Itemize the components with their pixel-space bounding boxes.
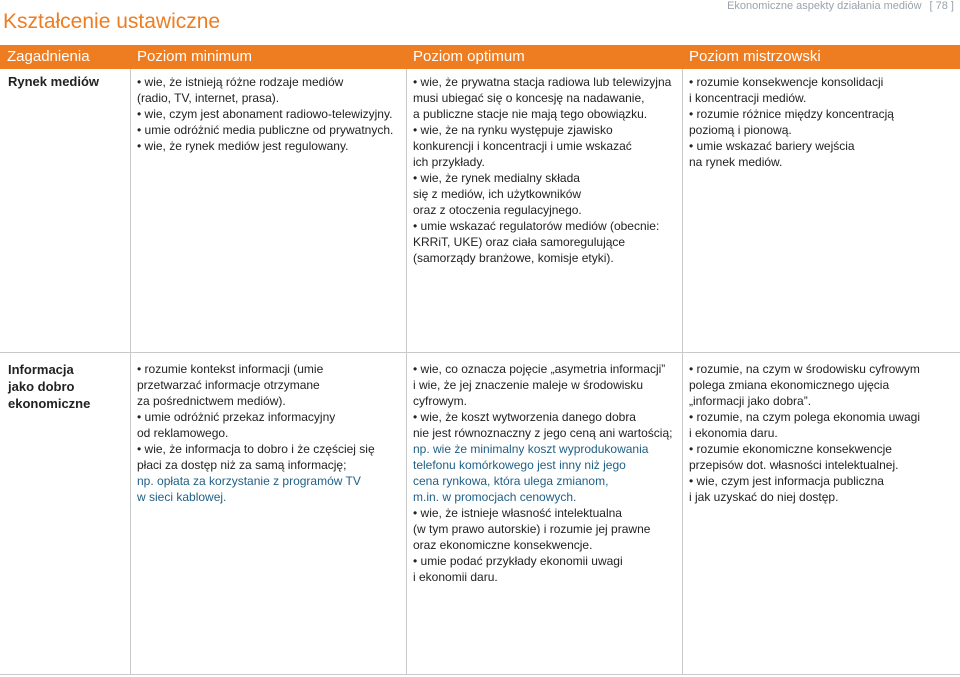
topic-rynek-mediow (8, 73, 99, 90)
cell-line-example: cena rynkowa, która ulega zmianom, (413, 474, 609, 488)
cell-line-example: np. opłata za korzystanie z programów TV (137, 474, 361, 488)
cell-line: • wie, co oznacza pojęcie „asymetria informacji” (413, 362, 666, 376)
header-topics: Zagadnienia (7, 48, 90, 65)
cell-line: • rozumie konsekwencje konsolidacji (689, 75, 884, 89)
cell-line: • rozumie, na czym w środowisku cyfrowym (689, 362, 920, 376)
cell-line: • wie, że prywatna stacja radiowa lub telewizyjna (413, 75, 672, 89)
cell-line: (radio, TV, internet, prasa). (137, 91, 280, 105)
cell-line: „informacji jako dobra”. (689, 394, 812, 408)
cell-line: cyfrowym. (413, 394, 467, 408)
topic-line: ekonomiczne (8, 396, 91, 411)
cell-line: i ekonomii daru. (413, 570, 498, 584)
cell-line-example: m.in. w promocjach cenowych. (413, 490, 577, 504)
cell-line: • wie, że rynek mediów jest regulowany. (137, 139, 349, 153)
header-minimum: Poziom minimum (137, 48, 253, 65)
cell-line: płaci za dostęp niż za samą informację; (137, 458, 347, 472)
cell-line: • umie wskazać bariery wejścia (689, 139, 855, 153)
cell-line: przetwarzać informacje otrzymane (137, 378, 320, 392)
row2-minimum-cell (137, 361, 375, 505)
page-title: Kształcenie ustawiczne (3, 10, 221, 33)
cell-line: i jak uzyskać do niej dostęp. (689, 490, 839, 504)
table-header-row (0, 45, 960, 69)
cell-line: musi ubiegać się o koncesję na nadawanie, (413, 91, 645, 105)
column-divider (406, 69, 407, 675)
cell-line: • umie odróżnić przekaz informacyjny (137, 410, 336, 424)
row1-mastery-cell (689, 74, 894, 170)
header-mastery: Poziom mistrzowski (689, 48, 821, 65)
cell-line: oraz z otoczenia regulacyjnego. (413, 203, 582, 217)
cell-line: • wie, że informacja to dobro i że częściej się (137, 442, 375, 456)
table-bottom-rule (0, 674, 960, 675)
topic-line: jako dobro (8, 379, 75, 394)
cell-line: polega zmiana ekonomicznego ujęcia (689, 378, 890, 392)
column-divider (130, 69, 131, 675)
cell-line: a publiczne stacje nie mają tego obowiązku. (413, 107, 648, 121)
row2-optimum-cell (413, 361, 672, 585)
cell-line: • wie, że na rynku występuje zjawisko (413, 123, 613, 137)
cell-line: i ekonomia daru. (689, 426, 778, 440)
cell-line: przepisów dot. własności intelektualnej. (689, 458, 899, 472)
cell-line: • rozumie różnice między koncentracją (689, 107, 894, 121)
cell-line: nie jest równoznaczny z jego ceną ani wartością; (413, 426, 673, 440)
cell-line: poziomą i pionową. (689, 123, 792, 137)
cell-line: • umie podać przykłady ekonomii uwagi (413, 554, 623, 568)
cell-line: • umie wskazać regulatorów mediów (obecnie: (413, 219, 660, 233)
cell-line: • wie, że koszt wytworzenia danego dobra (413, 410, 636, 424)
cell-line: się z mediów, ich użytkowników (413, 187, 582, 201)
cell-line: na rynek mediów. (689, 155, 783, 169)
row2-mastery-cell (689, 361, 920, 505)
cell-line: (w tym prawo autorskie) i rozumie jej prawne (413, 522, 651, 536)
header-optimum: Poziom optimum (413, 48, 525, 65)
topic-line: Rynek mediów (8, 74, 100, 89)
row-divider (0, 352, 960, 353)
cell-line-example: w sieci kablowej. (137, 490, 227, 504)
cell-line: od reklamowego. (137, 426, 229, 440)
cell-line: • rozumie, na czym polega ekonomia uwagi (689, 410, 920, 424)
cell-line: • wie, czym jest abonament radiowo-telewizyjny. (137, 107, 393, 121)
cell-line: • wie, czym jest informacja publiczna (689, 474, 884, 488)
cell-line: i wie, że jej znaczenie maleje w środowisku (413, 378, 644, 392)
cell-line: konkurencji i koncentracji i umie wskazać (413, 139, 632, 153)
running-header-text: Ekonomiczne aspekty działania mediów (727, 0, 922, 12)
cell-line: • rozumie kontekst informacji (umie (137, 362, 324, 376)
cell-line: KRRiT, UKE) oraz ciała samoregulujące (413, 235, 626, 249)
cell-line-example: np. wie że minimalny koszt wyprodukowania (413, 442, 649, 456)
cell-line: • umie odróżnić media publiczne od prywatnych. (137, 123, 394, 137)
topic-informacja (8, 361, 90, 412)
page-number: [ 78 ] (929, 0, 954, 12)
cell-line: • wie, że istnieje własność intelektualna (413, 506, 622, 520)
cell-line: (samorządy branżowe, komisje etyki). (413, 251, 614, 265)
row1-optimum-cell (413, 74, 671, 266)
cell-line: za pośrednictwem mediów). (137, 394, 286, 408)
cell-line: i koncentracji mediów. (689, 91, 807, 105)
cell-line: • wie, że rynek medialny składa (413, 171, 580, 185)
cell-line: • wie, że istnieją różne rodzaje mediów (137, 75, 344, 89)
running-header (727, 0, 954, 12)
cell-line: ich przykłady. (413, 155, 485, 169)
topic-line: Informacja (8, 362, 74, 377)
row1-minimum-cell (137, 74, 393, 154)
cell-line: • rozumie ekonomiczne konsekwencje (689, 442, 892, 456)
cell-line: oraz ekonomiczne konsekwencje. (413, 538, 593, 552)
cell-line-example: telefonu komórkowego jest inny niż jego (413, 458, 626, 472)
column-divider (682, 69, 683, 675)
